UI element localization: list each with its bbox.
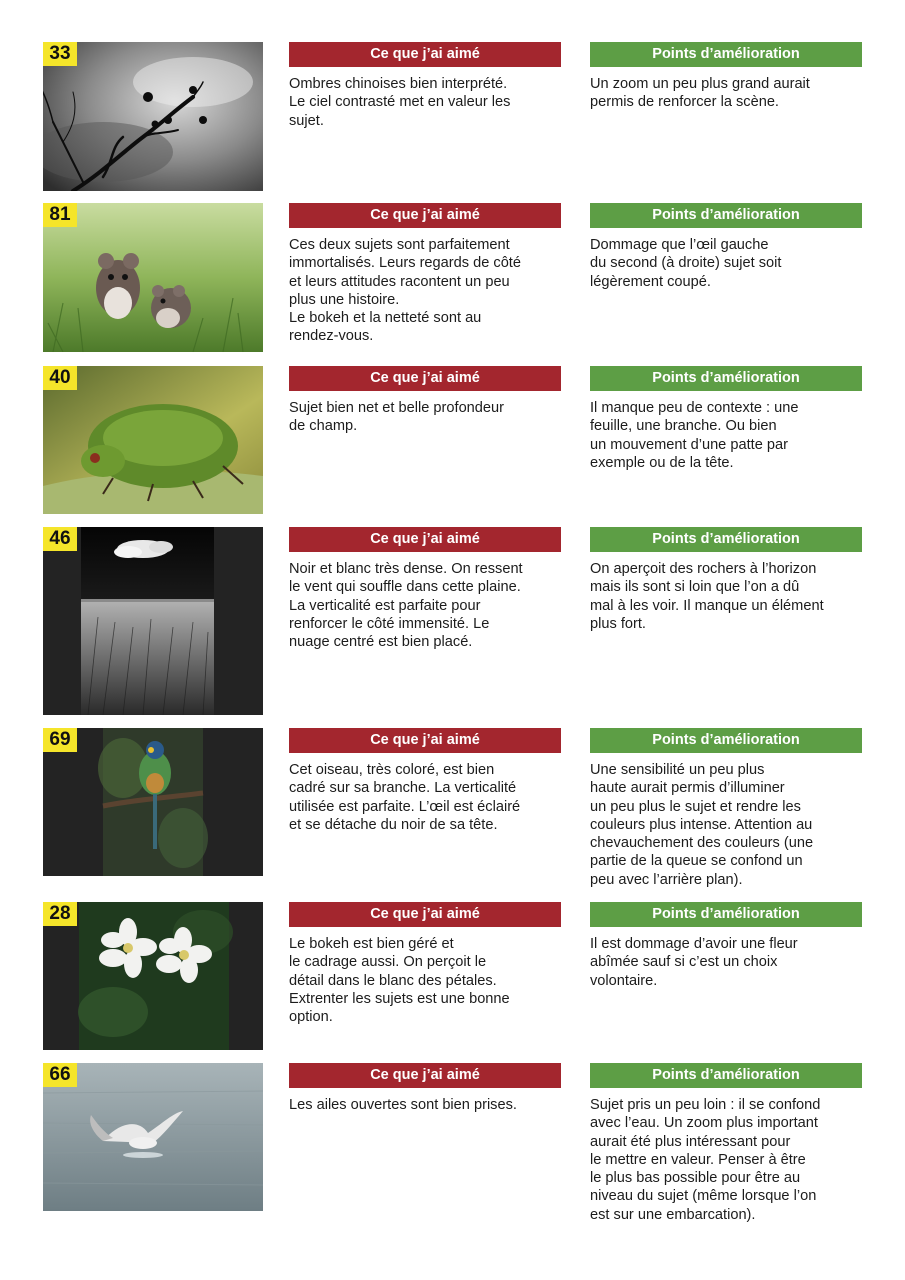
photo-hamsters (43, 203, 263, 352)
photo-birds-silhouette (43, 42, 263, 191)
liked-section (289, 203, 561, 346)
photo-number: 66 (43, 1063, 77, 1087)
liked-text: Ombres chinoises bien interprété. Le ciel contrasté met en valeur les sujet. (289, 76, 511, 129)
improvement-text: Dommage que l’œil gauche du second (à droite) sujet soit légèrement coupé. (590, 237, 782, 290)
liked-section (289, 1063, 561, 1114)
improvement-section (590, 366, 862, 472)
improvement-header: Points d’amélioration (590, 527, 862, 552)
improvement-section (590, 42, 862, 112)
improvement-section (590, 1063, 862, 1224)
photo-bw-plain (43, 527, 263, 715)
liked-section (289, 527, 561, 651)
improvement-text: On aperçoit des rochers à l’horizon mais ils sont si loin que l’on a dû mal à les voir. Il manque un élément plus fort. (590, 561, 824, 632)
liked-header: Ce que j’ai aimé (289, 728, 561, 753)
liked-section (289, 728, 561, 834)
improvement-header: Points d’amélioration (590, 42, 862, 67)
liked-header: Ce que j’ai aimé (289, 1063, 561, 1088)
photo-green-bug (43, 366, 263, 514)
photo-number: 81 (43, 203, 77, 227)
liked-section (289, 902, 561, 1026)
improvement-header: Points d’amélioration (590, 366, 862, 391)
liked-section (289, 366, 561, 436)
photo-seagull (43, 1063, 263, 1211)
improvement-text: Sujet pris un peu loin : il se confond avec l’eau. Un zoom plus important aurait été plus intéressant pour le mettre en valeur. Penser à être le plus bas possible pour être au niveau du sujet (même lorsque l’on est sur une embarcation). (590, 1097, 821, 1223)
improvement-section (590, 203, 862, 291)
liked-text: Le bokeh est bien géré et le cadrage aussi. On perçoit le détail dans le blanc des pétales. Extrenter les sujets est une bonne option. (289, 936, 510, 1026)
improvement-section (590, 728, 862, 889)
liked-text: Cet oiseau, très coloré, est bien cadré sur sa branche. La verticalité utilisée est parfaite. L’œil est éclairé et se détache du noir de sa tête. (289, 762, 521, 833)
liked-text: Ces deux sujets sont parfaitement immortalisés. Leurs regards de côté et leurs attitudes racontent un peu plus une histoire. Le bokeh et la netteté sont au rendez-vous. (289, 237, 521, 345)
improvement-header: Points d’amélioration (590, 1063, 862, 1088)
improvement-header: Points d’amélioration (590, 203, 862, 228)
improvement-header: Points d’amélioration (590, 902, 862, 927)
liked-text: Sujet bien net et belle profondeur de champ. (289, 400, 505, 435)
improvement-text: Il manque peu de contexte : une feuille, une branche. Ou bien un mouvement d’une patte par exemple ou de la tête. (590, 400, 799, 471)
photo-white-flowers (43, 902, 263, 1050)
liked-header: Ce que j’ai aimé (289, 527, 561, 552)
improvement-text: Il est dommage d’avoir une fleur abîmée sauf si c’est un choix volontaire. (590, 936, 798, 989)
liked-header: Ce que j’ai aimé (289, 42, 561, 67)
photo-number: 69 (43, 728, 77, 752)
improvement-text: Une sensibilité un peu plus haute aurait permis d’illuminer un peu plus le sujet et rendre les couleurs plus intense. Attention au chevauchement des couleurs (une partie de la queue se confond un peu avec l’arrière plan). (590, 762, 814, 888)
liked-text: Les ailes ouvertes sont bien prises. (289, 1097, 517, 1113)
improvement-section (590, 527, 862, 633)
liked-header: Ce que j’ai aimé (289, 366, 561, 391)
photo-number: 28 (43, 902, 77, 926)
improvement-text: Un zoom un peu plus grand aurait permis de renforcer la scène. (590, 76, 810, 111)
photo-number: 46 (43, 527, 77, 551)
improvement-header: Points d’amélioration (590, 728, 862, 753)
photo-number: 33 (43, 42, 77, 66)
liked-header: Ce que j’ai aimé (289, 902, 561, 927)
photo-number: 40 (43, 366, 77, 390)
improvement-section (590, 902, 862, 990)
liked-header: Ce que j’ai aimé (289, 203, 561, 228)
photo-colorful-bird (43, 728, 263, 876)
liked-text: Noir et blanc très dense. On ressent le vent qui souffle dans cette plaine. La verticalité est parfaite pour renforcer le côté immensité. Le nuage centré est bien placé. (289, 561, 523, 651)
liked-section (289, 42, 561, 130)
